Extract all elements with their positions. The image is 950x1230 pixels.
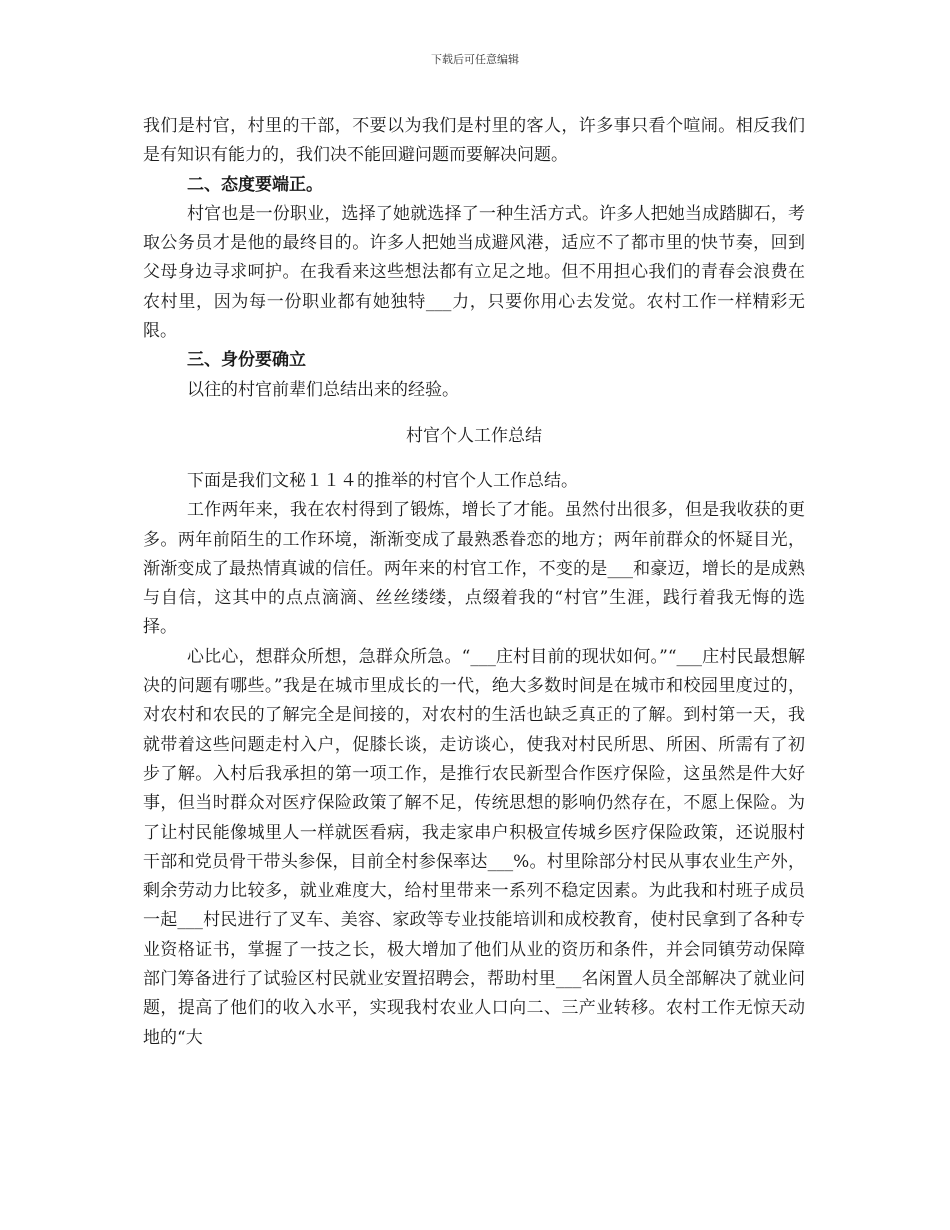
- section-heading-attitude: 二、态度要端正。: [187, 174, 323, 195]
- paragraph-two-years: 工作两年来，我在农村得到了锻炼，增长了才能。虽然付出很多，但是我收获的更多。两年前陌生的工作环境，渐渐变成了最熟悉眷恋的地方；两年前群众的怀疑目光，渐渐变成了最热情真诚的信任。两年来的村官工作，不变的是___和豪迈，增长的是成熟与自信，这其中的点点滴滴、丝丝缕缕，点缀着我的“村官”生涯，践行着我无悔的选择。: [143, 500, 805, 638]
- document-body: [143, 112, 805, 1053]
- document-title: 村官个人工作总结: [406, 425, 542, 446]
- page-header-note: 下载后可任意编辑: [431, 53, 519, 66]
- paragraph-experience: 以往的村官前辈们总结出来的经验。: [187, 379, 459, 400]
- paragraph-attitude: 村官也是一份职业，选择了她就选择了一种生活方式。许多人把她当成踏脚石，考取公务员才是他的最终目的。许多人把她当成避风港，适应不了都市里的快节奏，回到父母身边寻求呵护。在我看来这些想法都有立足之地。但不用担心我们的青春会浪费在农村里，因为每一份职业都有她独特___力，只要你用心去发觉。农村工作一样精彩无限。: [143, 203, 805, 342]
- section-heading-identity: 三、身份要确立: [187, 350, 306, 371]
- paragraph-intro-continuation: 我们是村官，村里的干部，不要以为我们是村里的客人，许多事只看个喧闹。相反我们是有知识有能力的，我们决不能回避问题而要解决问题。: [143, 116, 805, 166]
- paragraph-empathy: 心比心，想群众所想，急群众所急。“___庄村目前的现状如何。”“___庄村民最想解决的问题有哪些。”我是在城市里成长的一代，绝大多数时间是在城市和校园里度过的，对农村和农民的了解完全是间接的，对农村的生活也缺乏真正的了解。到村第一天，我就带着这些问题走村入户，促膝长谈，走访谈心，使我对村民所思、所困、所需有了初步了解。入村后我承担的第一项工作，是推行农民新型合作医疗保险，这虽然是件大好事，但当时群众对医疗保险政策了解不足，传统思想的影响仍然存在，不愿上保险。为了让村民能像城里人一样就医看病，我走家串户积极宣传城乡医疗保险政策，还说服村干部和党员骨干带头参保，目前全村参保率达___%。村里除部分村民从事农业生产外，剩余劳动力比较多，就业难度大，给村里带来一系列不稳定因素。为此我和村班子成员一起___村民进行了叉车、美容、家政等专业技能培训和成校教育，使村民拿到了各种专业资格证书，掌握了一技之长，极大增加了他们从业的资历和条件，并会同镇劳动保障部门筹备进行了试验区村民就业安置招聘会，帮助村里___名闲置人员全部解决了就业问题，提高了他们的收入水平，实现我村农业人口向二、三产业转移。农村工作无惊天动地的“大: [143, 646, 805, 1048]
- paragraph-doc-intro: 下面是我们文秘１１４的推举的村官个人工作总结。: [187, 470, 578, 491]
